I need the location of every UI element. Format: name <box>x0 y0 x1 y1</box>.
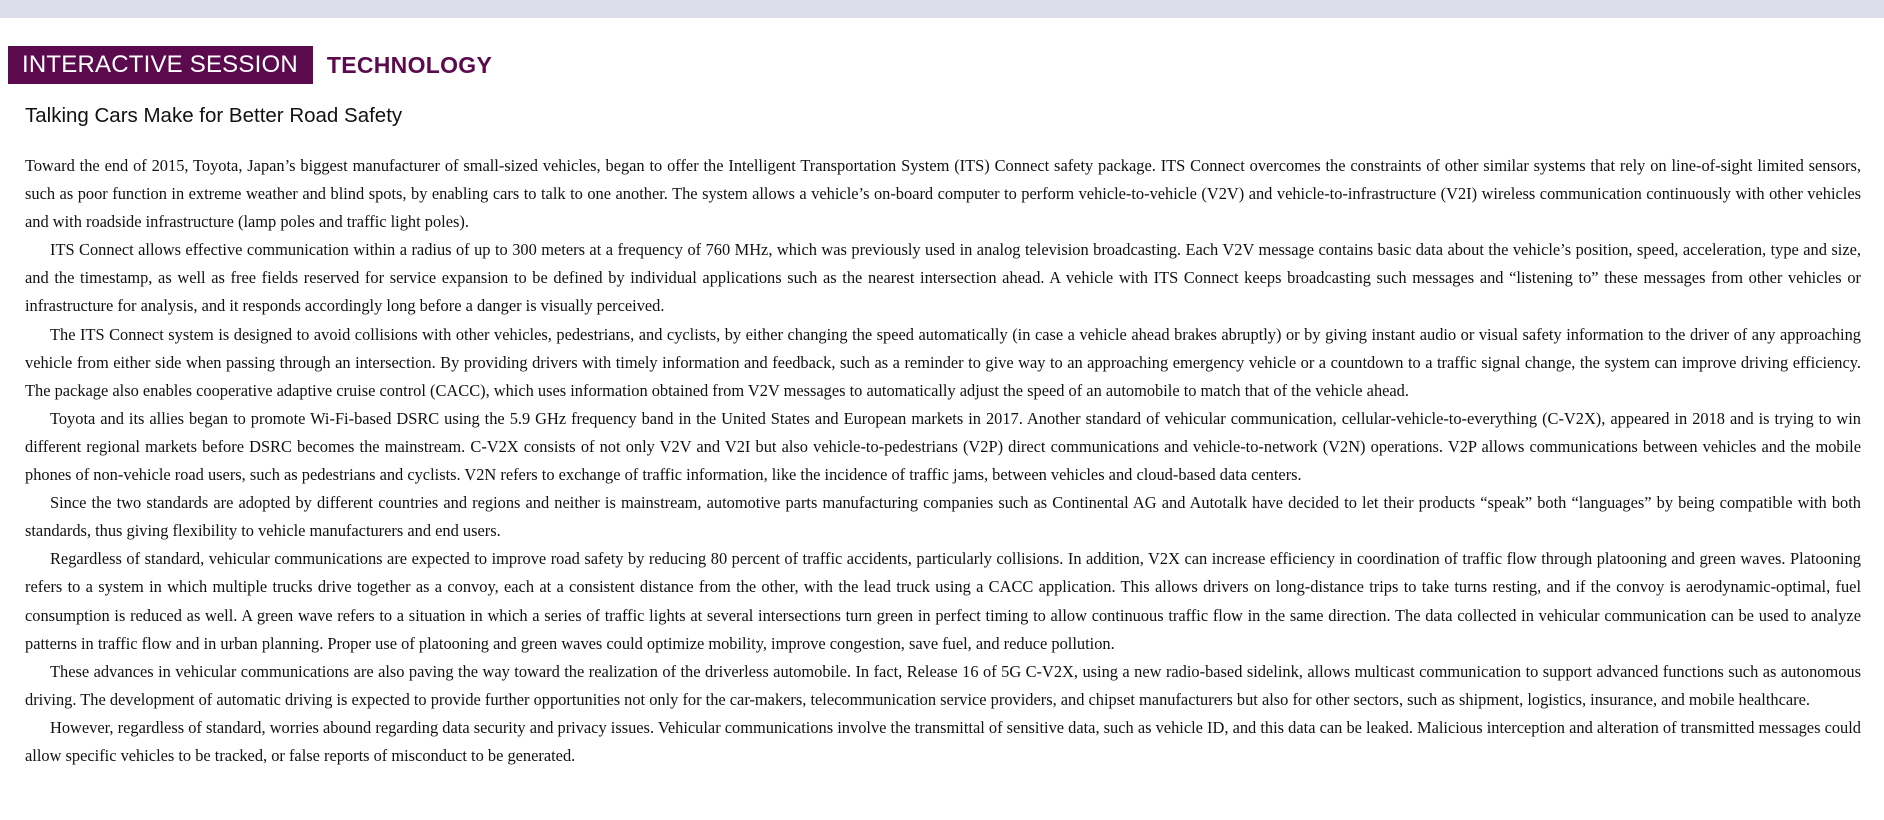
paragraph: Toyota and its allies began to promote Wi-Fi-based DSRC using the 5.9 GHz frequency band in the United States and European markets in 2017. Another standard of vehicular communication, cellular-vehicle-to-everything (C-V2X), appeared in 2018 and is trying to win different regional markets before DSRC becomes the mainstream. C-V2X consists of not only V2V and V2I but also vehicle-to-pedestrians (V2P) direct communications and vehicle-to-network (V2N) operations. V2P allows communications between vehicles and the mobile phones of non-vehicle road users, such as pedestrians and cyclists. V2N refers to exchange of traffic information, like the incidence of traffic jams, between vehicles and cloud-based data centers. <box>25 408 1861 485</box>
paragraph: Regardless of standard, vehicular communications are expected to improve road safety by reducing 80 percent of traffic accidents, particularly collisions. In addition, V2X can increase efficiency in coordination of traffic flow through platooning and green waves. Platooning refers to a system in which multiple trucks drive together as a convoy, each at a consistent distance from the other, with the lead truck using a CACC application. This allows drivers on long-distance trips to take turns resting, and if the convoy is aerodynamic-optimal, fuel consumption is reduced as well. A green wave refers to a situation in which a series of traffic lights at several intersections turn green in perfect timing to allow continuous traffic flow in the same direction. The data collected in vehicular communication can be used to analyze patterns in traffic flow and in urban planning. Proper use of platooning and green waves could optimize mobility, improve congestion, save fuel, and reduce pollution. <box>25 549 1861 653</box>
paragraph: Since the two standards are adopted by different countries and regions and neither is mainstream, automotive parts manufacturing companies such as Continental AG and Autotalk have decided to let their products “speak” both “languages” by being compatible with both standards, thus giving flexibility to vehicle manufacturers and end users. <box>25 493 1861 541</box>
paragraph: Toward the end of 2015, Toyota, Japan’s biggest manufacturer of small-sized vehicles, began to offer the Intelligent Transportation System (ITS) Connect safety package. ITS Connect overcomes the constraints of other similar systems that rely on line-of-sight limited sensors, such as poor function in extreme weather and blind spots, by enabling cars to talk to one another. The system allows a vehicle’s on-board computer to perform vehicle-to-vehicle (V2V) and vehicle-to-infrastructure (V2I) wireless communication continuously with other vehicles and with roadside infrastructure (lamp poles and traffic light poles). <box>25 156 1861 232</box>
paragraph: These advances in vehicular communications are also paving the way toward the realization of the driverless automobile. In fact, Release 16 of 5G C-V2X, using a new radio-based sidelink, allows multicast communication to support advanced functions such as autonomous driving. The development of automatic driving is expected to provide further opportunities not only for the car-makers, telecommunication service providers, and chipset manufacturers but also for other sectors, such as shipment, logistics, insurance, and mobile healthcare. <box>25 661 1861 709</box>
session-header <box>8 46 492 84</box>
paragraph: The ITS Connect system is designed to avoid collisions with other vehicles, pedestrians, and cyclists, by either changing the speed automatically (in case a vehicle ahead brakes abruptly) or by giving instant audio or visual safety information to the driver of any approaching vehicle from either side when passing through an intersection. By providing drivers with timely information and feedback, such as a reminder to give way to an approaching emergency vehicle or a countdown to a traffic signal change, the system can improve driving efficiency. The package also enables cooperative adaptive cruise control (CACC), which uses information obtained from V2V messages to automatically adjust the speed of an automobile to match that of the vehicle ahead. <box>25 324 1861 400</box>
interactive-session-badge: INTERACTIVE SESSION <box>8 46 313 84</box>
paragraph: ITS Connect allows effective communication within a radius of up to 300 meters at a frequency of 760 MHz, which was previously used in analog television broadcasting. Each V2V message contains basic data about the vehicle’s position, speed, acceleration, type and size, and the timestamp, as well as free fields reserved for service expansion to be defined by individual applications such as the nearest intersection ahead. A vehicle with ITS Connect keeps broadcasting such messages and “listening to” these messages from other vehicles or infrastructure for analysis, and it responds accordingly long before a danger is visually perceived. <box>25 240 1861 316</box>
section-label: TECHNOLOGY <box>326 52 493 78</box>
paragraph: However, regardless of standard, worries abound regarding data security and privacy issues. Vehicular communications involve the transmittal of sensitive data, such as vehicle ID, and this data can be leaked. Malicious interception and alteration of transmitted messages could allow specific vehicles to be tracked, or false reports of misconduct to be generated. <box>25 717 1861 765</box>
document-page <box>0 18 1884 820</box>
article-body <box>25 152 1861 770</box>
article-title: Talking Cars Make for Better Road Safety <box>25 104 403 127</box>
